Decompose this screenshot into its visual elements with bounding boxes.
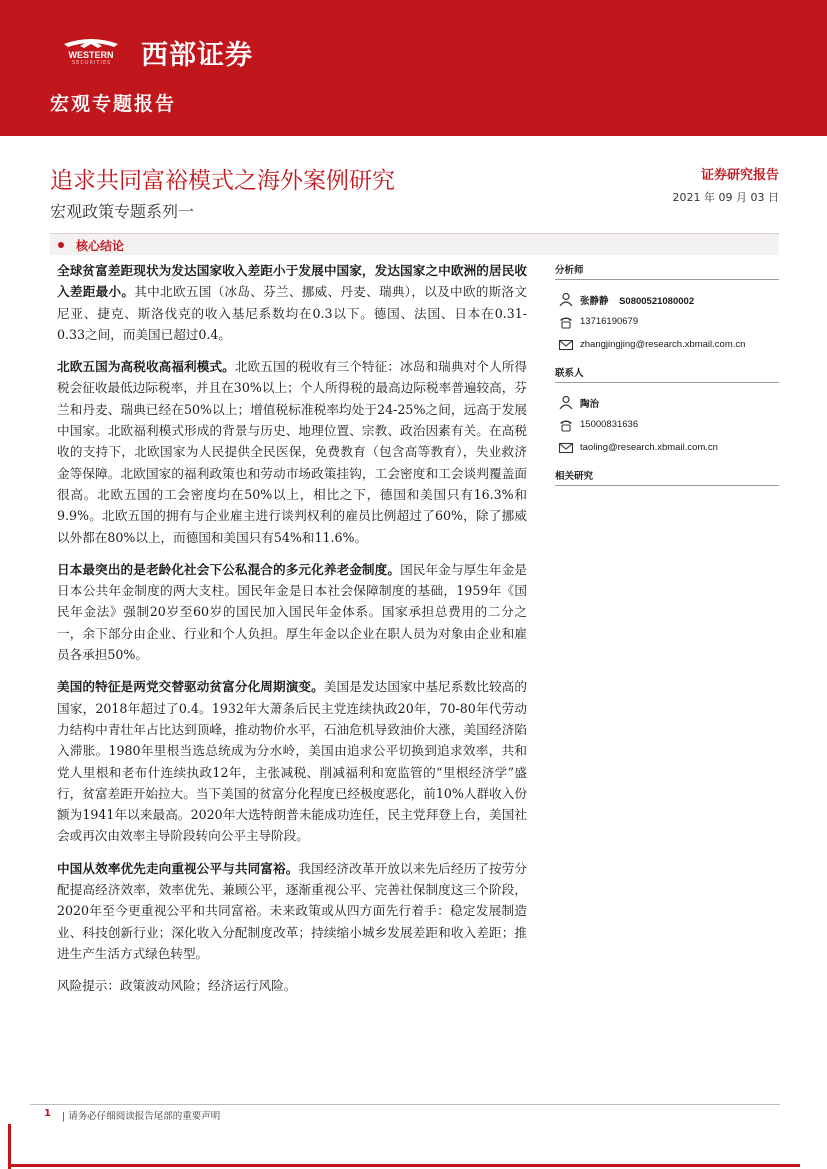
analyst-phone-row [555, 311, 779, 334]
analyst-email[interactable]: zhangjingjing@research.xbmail.com.cn [580, 339, 746, 350]
conclusion-body [57, 260, 527, 1008]
contact-heading: 联系人 [555, 365, 779, 383]
analyst-email-row [555, 334, 779, 357]
paragraph-body: 美国是发达国家中基尼系数比较高的国家，2018年超过了0.4。1932年大萧条后民主党连续执政20年，70-80年代劳动力结构中青壮年占比达到顶峰，推动物价水平，石油危机导致油价大涨，美国经济陷入滞胀。1980年里根当选总统成为分水岭，美国由追求公平切换到追求效率，共和党人里根和老布什连续执政12年，主张减税、削减福利和宽监管的“里根经济学”盛行，贫富差距开始拉大。当下美国的贫富分化程度已经极度恶化，前10%人群收入份额为1941年以来最高。2020年大选特朗普未能成功连任，民主党拜登上台，美国社会或再次由效率主导阶段转向公平主导阶段。 [57, 679, 528, 844]
contact-row [555, 391, 779, 414]
report-type-label: 宏观专题报告 [50, 93, 177, 115]
analyst-row [555, 288, 779, 311]
mail-icon [558, 441, 574, 455]
corner-decoration [8, 1124, 11, 1169]
company-name: 西部证券 [141, 40, 253, 71]
contact-email[interactable]: taoling@research.xbmail.com.cn [580, 442, 718, 453]
analyst-phone: 13716190679 [580, 316, 639, 327]
logo-subtext: SECURITIES [72, 60, 112, 66]
paragraph-body: 我国经济改革开放以来先后经历了按劳分配提高经济效率，效率优先、兼顾公平，逐渐重视公平、完善社保制度这三个阶段，2020年至今更重视公平和共同富裕。未来政策或从四方面先行着手：稳定发展制造业、科技创新行业；深化收入分配制度改革；持续缩小城乡发展差距和收入差距；推进生产生活方式绿色转型。 [57, 860, 528, 961]
paragraph-lead: 日本最突出的是老龄化社会下公私混合的多元化养老金制度。 [57, 561, 401, 577]
page-title: 追求共同富裕模式之海外案例研究 [50, 168, 395, 194]
report-date: 2021 年 09 月 03 日 [672, 191, 779, 204]
person-icon [558, 395, 574, 409]
paragraph [57, 356, 527, 548]
paragraph [57, 858, 527, 964]
related-research-heading: 相关研究 [555, 468, 779, 486]
doc-type-label: 证券研究报告 [700, 168, 779, 183]
conclusion-section-header [50, 233, 779, 255]
paragraph [57, 559, 527, 665]
bottom-rule [8, 1164, 800, 1167]
phone-icon [558, 315, 574, 329]
logo-text: WESTERN [68, 50, 114, 60]
risk-warning: 风险提示：政策波动风险；经济运行风险。 [57, 978, 297, 994]
page-subtitle: 宏观政策专题系列一 [50, 202, 195, 221]
analyst-name: 张静静 [580, 296, 609, 307]
footer-disclaimer: | 请务必仔细阅读报告尾部的重要声明 [62, 1111, 221, 1122]
contact-phone: 15000831636 [580, 419, 639, 430]
contact-email-row [555, 437, 779, 460]
paragraph [57, 676, 527, 846]
report-header [0, 0, 827, 136]
sidebar [555, 262, 779, 486]
paragraph-body: 国民年金与厚生年金是日本公共年金制度的两大支柱。国民年金是日本社会保障制度的基础，1959年《国民年金法》强制20岁至60岁的国民加入国民年金体系。国家承担总费用的二分之一，余下部分由企业、行业和个人负担。厚生年金以企业在职人员为对象由企业和雇员各承担50%。 [57, 561, 528, 663]
analyst-cert: S0800521080002 [619, 296, 695, 307]
contact-name: 陶治 [580, 399, 600, 410]
paragraph-lead: 北欧五国为高税收高福利模式。 [57, 359, 235, 375]
paragraph-body: 北欧五国的税收有三个特征：冰岛和瑞典对个人所得税会征收最低边际税率，并且在30%以上；个人所得税的最高边际税率普遍较高，芬兰和丹麦、瑞典已经在50%以上；增值税标准税率均处于24-25%之间，远高于发展中国家。北欧福利模式形成的背景与历史、地理位置、宗教、政治因素有关。在高税收的支持下，北欧国家为人民提供全民医保，免费教育（包含高等教育），失业救济金等保障。北欧国家的福利政策也和劳动市场政策挂钩，工会密度和工会谈判覆盖面很高。北欧五国的工会密度均在50%以上，相比之下，德国和美国只有16.3%和9.9%。北欧五国的拥有与企业雇主进行谈判权利的雇员比例超过了60%，除了挪威以外都在80%以上，而德国和美国只有54%和11.6%。 [57, 359, 528, 545]
footer-divider [30, 1104, 780, 1105]
contact-phone-row [555, 414, 779, 437]
bullet-dot-icon [58, 242, 64, 248]
paragraph-body: 其中北欧五国（冰岛、芬兰、挪威、丹麦、瑞典），以及中欧的斯洛文尼亚、捷克、斯洛伐克的收入基尼系数均在0.3以下。德国、法国、日本在0.31-0.33之间，而美国已超过0.4。 [57, 284, 528, 342]
paragraph-lead: 中国从效率优先走向重视公平与共同富裕。 [57, 860, 299, 876]
phone-icon [558, 418, 574, 432]
paragraph-lead: 美国的特征是两党交替驱动贫富分化周期演变。 [57, 679, 324, 695]
page-number: 1 [44, 1108, 51, 1119]
person-icon [558, 292, 574, 306]
mail-icon [558, 338, 574, 352]
paragraph [57, 260, 527, 345]
paragraph-lead: 全球贫富差距现状为发达国家收入差距小于发展中国家，发达国家之中欧洲的居民收入差距最小。 [57, 263, 527, 300]
analyst-heading: 分析师 [555, 262, 779, 280]
conclusion-heading: 核心结论 [76, 239, 125, 253]
